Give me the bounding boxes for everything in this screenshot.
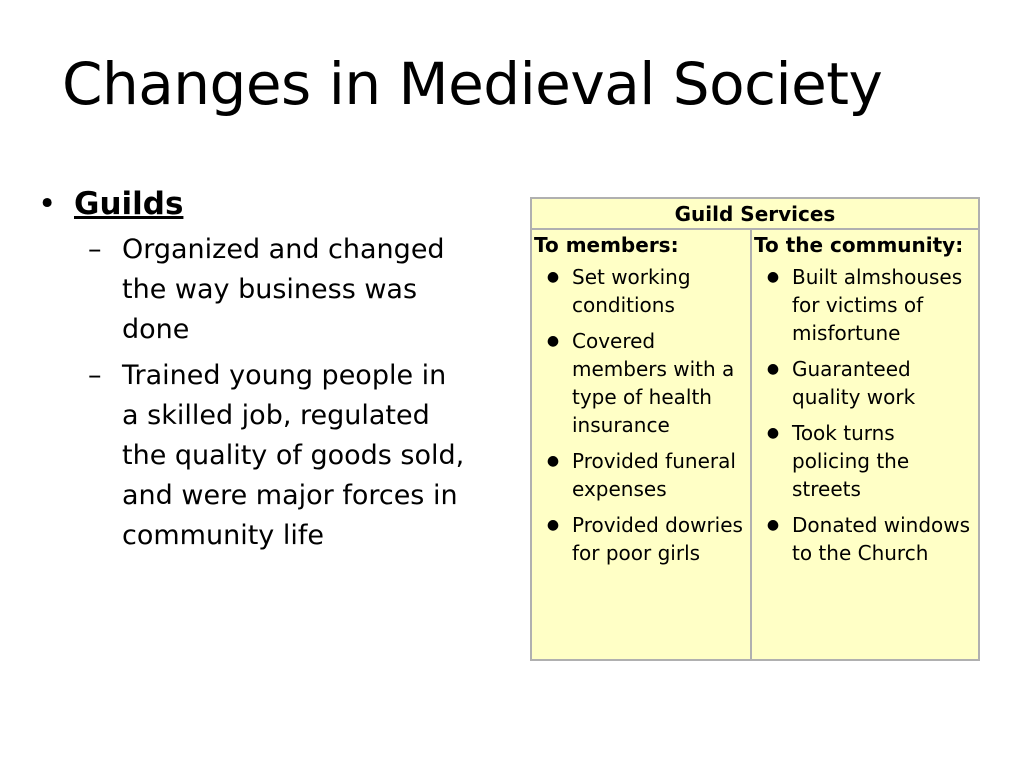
sub-bullet-item — [88, 230, 478, 350]
list-item — [534, 511, 750, 567]
list-item — [754, 355, 978, 411]
bullet-dot-icon: ● — [546, 453, 560, 469]
list-item-text: Guaranteed quality work — [792, 357, 916, 409]
guild-services-table — [530, 197, 980, 661]
list-item — [754, 263, 978, 347]
bullet-dot-icon: ● — [546, 269, 560, 285]
slide-title: Changes in Medieval Society — [62, 50, 883, 118]
bullet-guilds — [38, 186, 478, 222]
members-column — [532, 230, 752, 659]
list-item — [534, 327, 750, 439]
list-item-text: Took turns policing the streets — [792, 421, 910, 501]
table-title: Guild Services — [532, 199, 978, 230]
sub-bullet-item — [88, 356, 478, 556]
sub-bullet-text: Organized and changed the way business was done — [122, 234, 445, 345]
bullet-dot-icon: ● — [546, 517, 560, 533]
members-heading: To members: — [534, 233, 679, 257]
list-item-text: Donated windows to the Church — [792, 513, 971, 565]
bullet-dot-icon: ● — [766, 425, 780, 441]
list-item-text: Provided funeral expenses — [572, 449, 736, 501]
community-heading: To the community: — [754, 233, 964, 257]
list-item — [754, 419, 978, 503]
list-item-text: Provided dowries for poor girls — [572, 513, 743, 565]
bullet-dot-icon: ● — [546, 333, 560, 349]
bullet-guilds-label: Guilds — [74, 186, 184, 222]
sub-bullet-text: Trained young people in a skilled job, regulated the quality of goods sold, and were major forces in community life — [122, 360, 465, 551]
bullet-dot-icon: ● — [766, 517, 780, 533]
bullet-marker: • — [38, 186, 57, 222]
list-item — [754, 511, 978, 567]
list-item — [534, 447, 750, 503]
sub-bullet-list — [88, 230, 478, 556]
bullet-dot-icon: ● — [766, 269, 780, 285]
sub-bullet-marker: – — [88, 360, 102, 391]
community-list — [754, 263, 978, 567]
members-list — [534, 263, 750, 567]
list-item — [534, 263, 750, 319]
community-column — [752, 230, 978, 659]
list-item-text: Set working conditions — [572, 265, 691, 317]
table-body — [532, 230, 978, 659]
bullet-list — [38, 186, 478, 562]
bullet-dot-icon: ● — [766, 361, 780, 377]
list-item-text: Covered members with a type of health insurance — [572, 329, 735, 437]
list-item-text: Built almshouses for victims of misfortune — [792, 265, 963, 345]
sub-bullet-marker: – — [88, 234, 102, 265]
